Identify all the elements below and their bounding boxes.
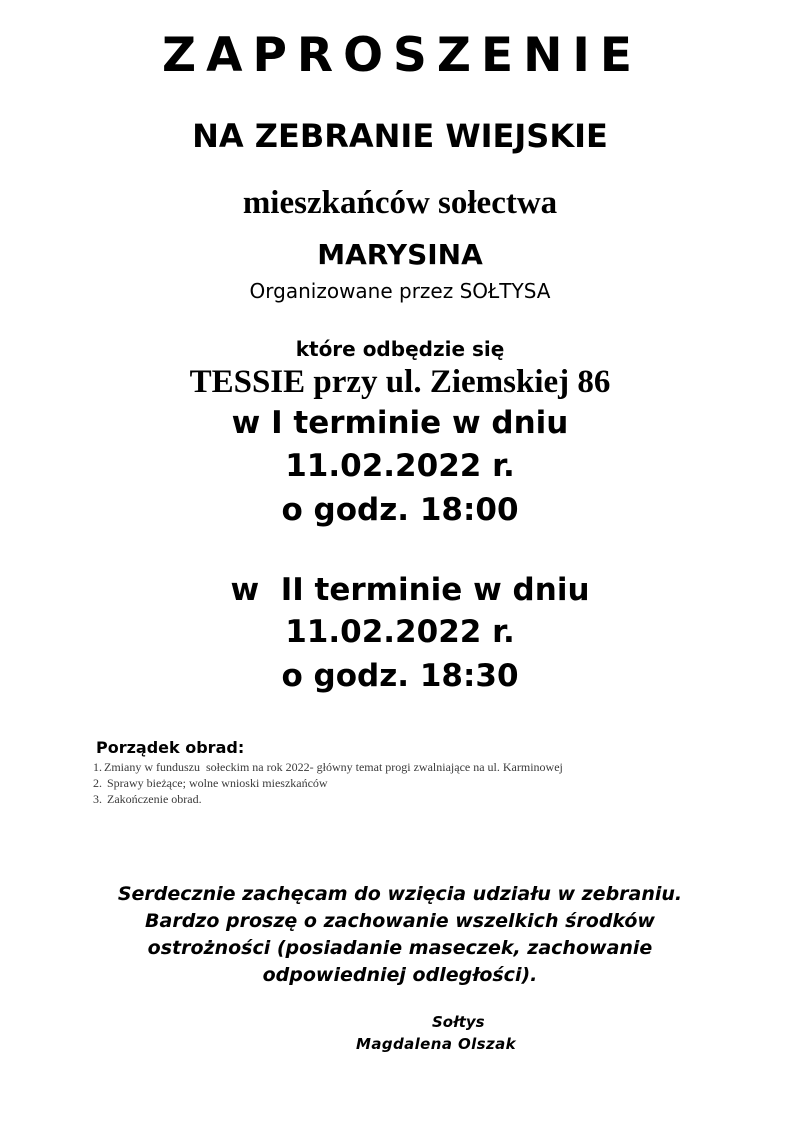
second-term-label: w II terminie w dniu xyxy=(230,572,590,608)
first-term-label: w I terminie w dniu xyxy=(231,405,569,441)
agenda-item-text: Sprawy bieżące; wolne wnioski mieszkańców xyxy=(104,776,328,790)
organizer-line: Organizowane przez SOŁTYSA xyxy=(249,279,551,303)
meeting-type-heading: NA ZEBRANIE WIEJSKIE xyxy=(192,117,608,155)
appeal-paragraph xyxy=(0,881,800,989)
invitation-title: ZAPROSZENIE xyxy=(161,28,642,83)
agenda-item xyxy=(93,759,733,775)
appeal-line: Bardzo proszę o zachowanie wszelkich środków xyxy=(145,910,655,932)
second-term-date: 11.02.2022 r. xyxy=(285,614,515,650)
appeal-line: odpowiedniej odległości). xyxy=(262,964,538,986)
meeting-intro: które odbędzie się xyxy=(295,337,505,361)
agenda-list xyxy=(93,759,733,807)
appeal-line: ostrożności (posiadanie maseczek, zachowanie xyxy=(147,937,653,959)
agenda-item xyxy=(93,775,733,791)
second-term-time: o godz. 18:30 xyxy=(281,658,519,694)
first-term-time: o godz. 18:00 xyxy=(281,492,519,528)
first-term-date: 11.02.2022 r. xyxy=(285,448,515,484)
agenda-item-text: Zakończenie obrad. xyxy=(104,792,202,806)
meeting-venue: TESSIE przy ul. Ziemskiej 86 xyxy=(189,364,611,400)
signature-name: Magdalena Olszak xyxy=(356,1035,517,1053)
residents-line: mieszkańców sołectwa xyxy=(242,185,558,221)
agenda-item-number: 1. xyxy=(93,760,102,774)
signature-role: Sołtys xyxy=(432,1013,485,1031)
agenda-section xyxy=(93,738,733,807)
agenda-item xyxy=(93,791,733,807)
agenda-item-number: 2. xyxy=(93,776,102,790)
agenda-item-text: Zmiany w funduszu sołeckim na rok 2022- główny temat progi zwalniające na ul. Karminowej xyxy=(104,760,563,774)
agenda-item-number: 3. xyxy=(93,792,102,806)
village-name: MARYSINA xyxy=(317,238,483,271)
agenda-heading: Porządek obrad: xyxy=(96,738,245,757)
appeal-line: Serdecznie zachęcam do wzięcia udziału w zebraniu. xyxy=(117,883,683,905)
